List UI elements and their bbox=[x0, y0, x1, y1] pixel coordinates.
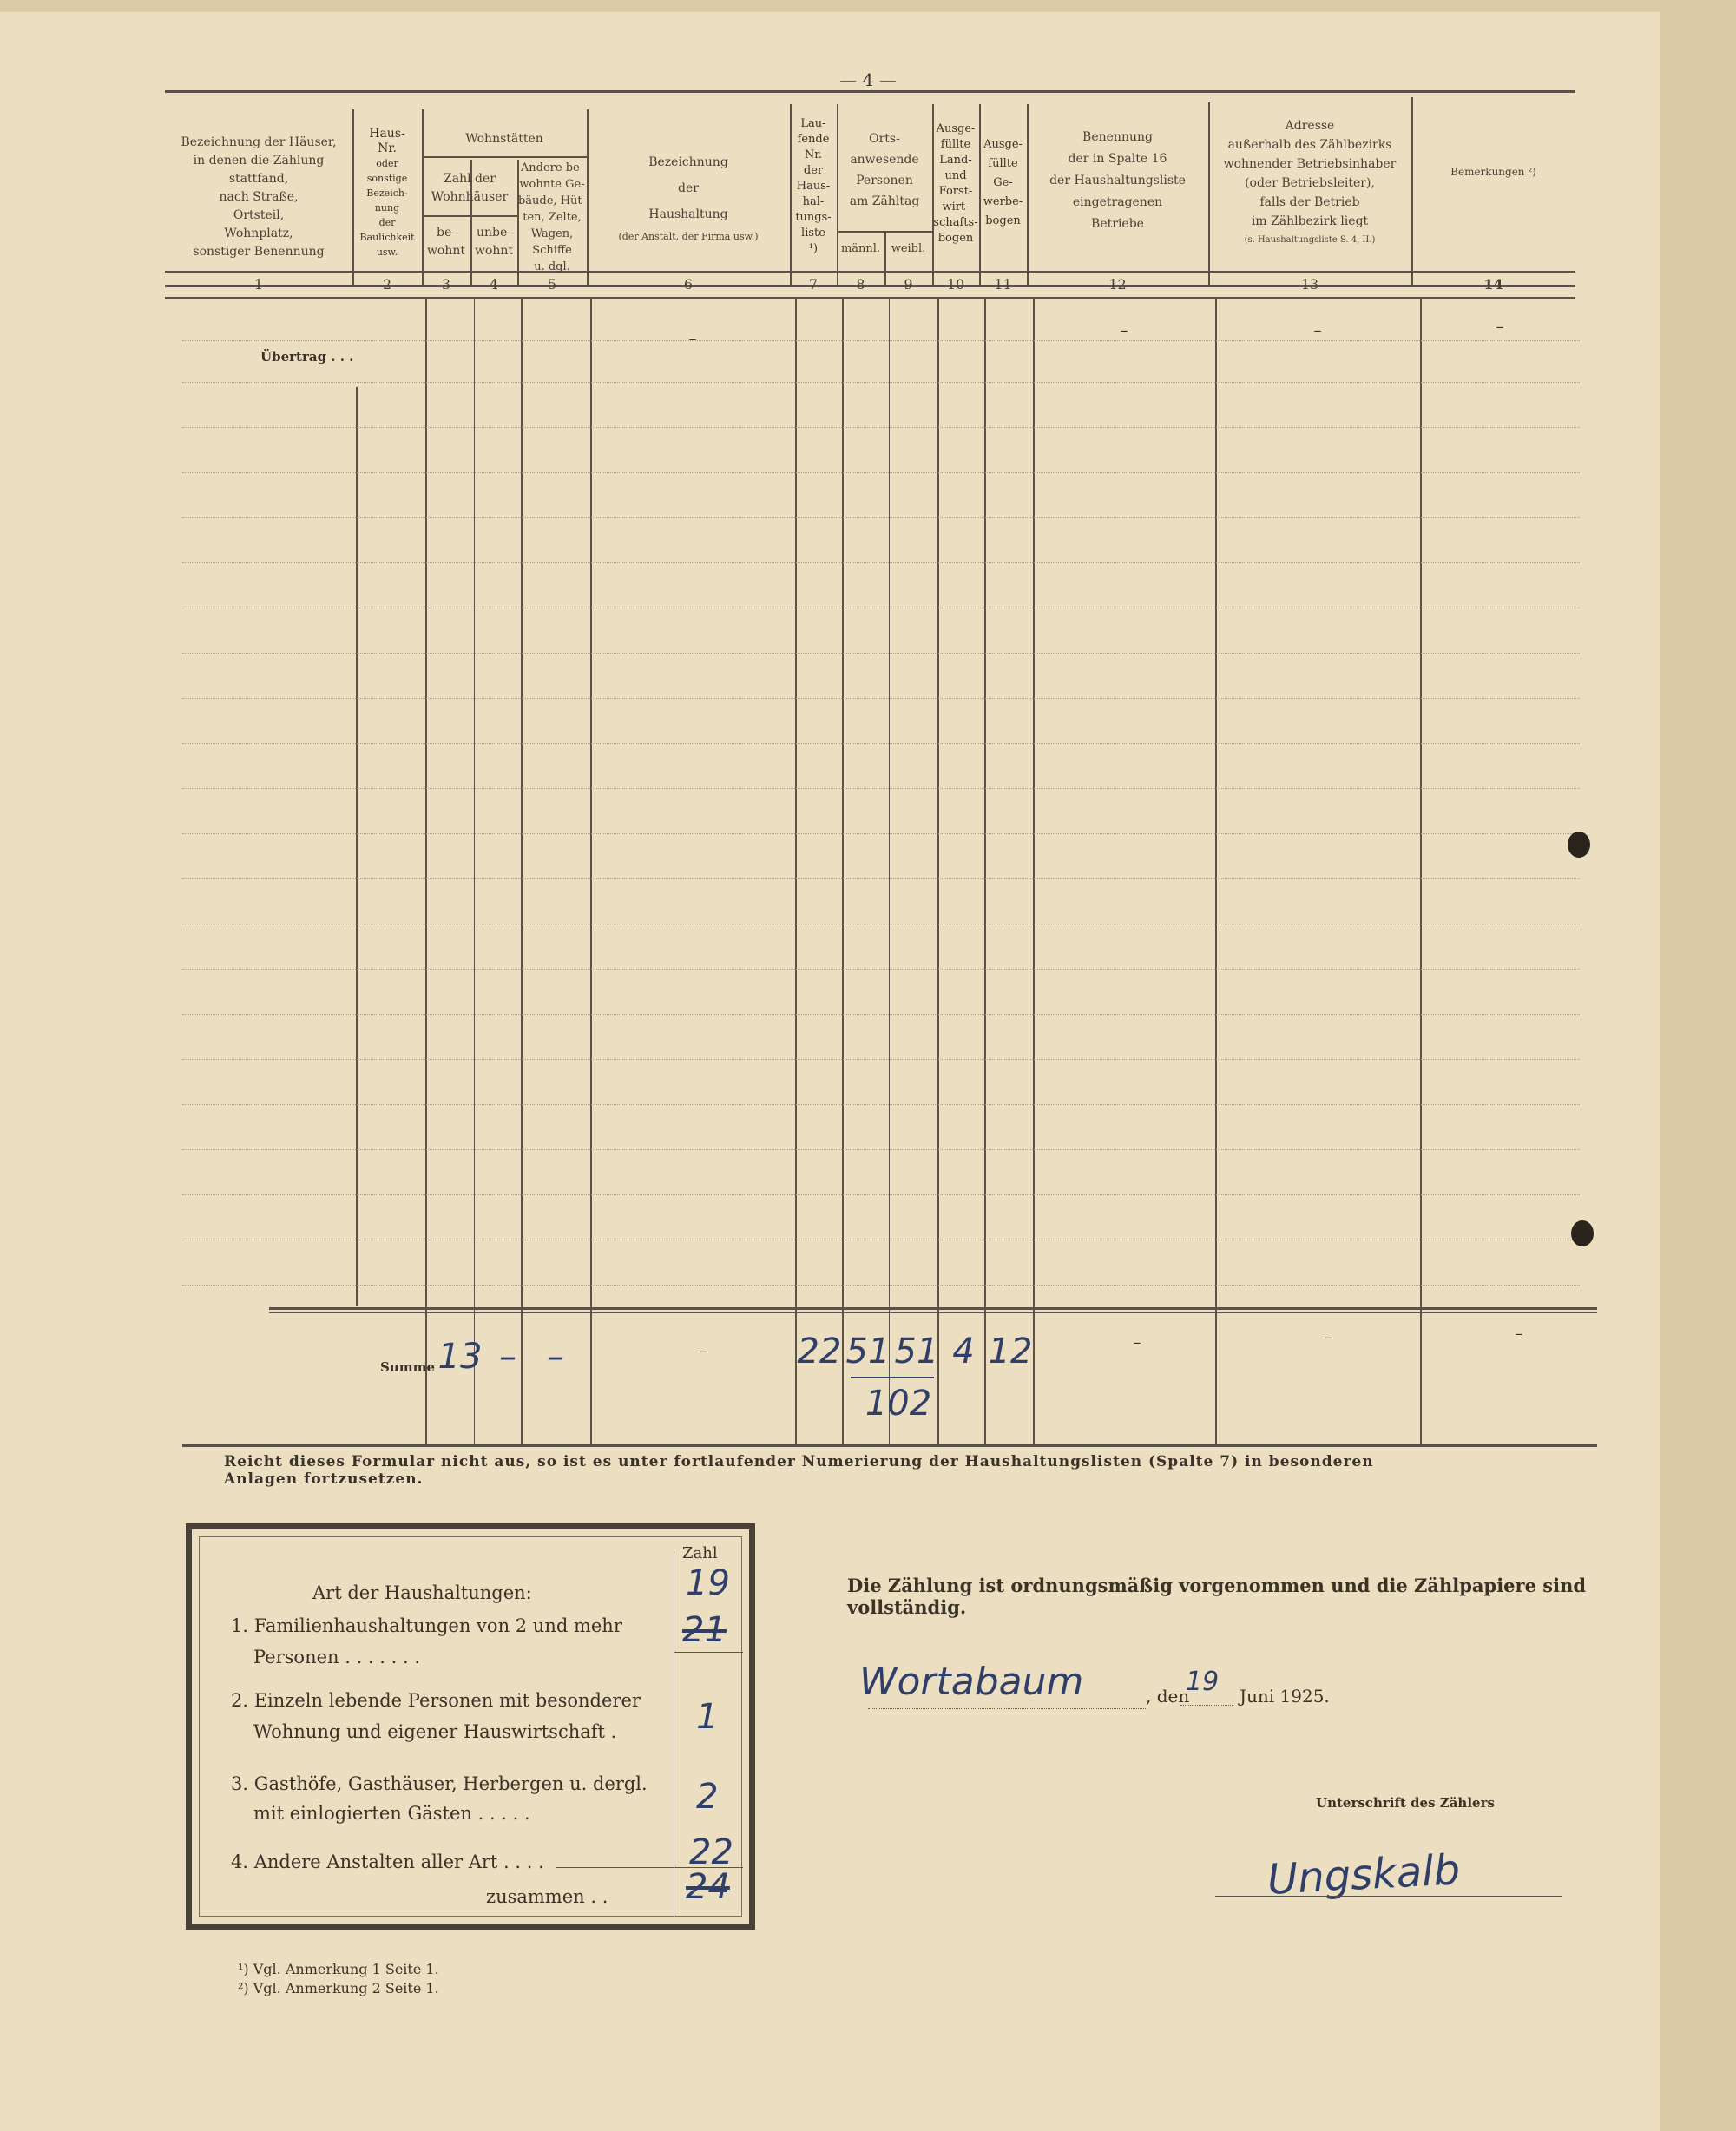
household-item-4-line1: 4. Andere Anstalten aller Art . . . . bbox=[231, 1851, 544, 1872]
header-col-1: Bezeichnung der Häuser, in denen die Zählung stattfand, nach Straße, Ortsteil, Wohnplatz, sonstiger Benennung bbox=[181, 135, 337, 259]
zahl-label: Zahl bbox=[682, 1544, 718, 1562]
date-day: 19 bbox=[1186, 1667, 1220, 1697]
header-col-4: unbe- wohnt bbox=[474, 226, 514, 258]
household-item-3-line2: mit einlogierten Gästen . . . . . bbox=[253, 1803, 530, 1824]
colnum-4: 4 bbox=[489, 276, 499, 293]
row-guide bbox=[182, 788, 1580, 789]
wohnhaeuser-rule bbox=[422, 215, 517, 217]
row-guide bbox=[182, 472, 1580, 473]
signature-line bbox=[1215, 1896, 1562, 1897]
row-guide bbox=[182, 562, 1580, 563]
table-top-rule bbox=[165, 90, 1575, 93]
colnum-5: 5 bbox=[547, 276, 557, 293]
header-col-12: Benennung der in Spalte 16 der Haushaltungsliste eingetragenen Betriebe bbox=[1049, 130, 1186, 231]
header-col-13: Adresse außerhalb des Zählbezirks wohnender Betriebsinhaber (oder Betriebsleiter), falls der Betrieb im Zählbezirk liegt (s. Haushaltungsliste S. 4, II.) bbox=[1223, 119, 1397, 245]
colnum-2: 2 bbox=[382, 276, 392, 293]
summe-col-11: 12 bbox=[988, 1332, 1033, 1371]
summe-col-3: 13 bbox=[437, 1337, 483, 1377]
summe-col-6: – bbox=[699, 1342, 707, 1360]
household-item-2-line1: 2. Einzeln lebende Personen mit besonderer bbox=[231, 1690, 641, 1711]
ortsanwesende-rule bbox=[837, 231, 932, 233]
household-item-3-value: 2 bbox=[696, 1777, 719, 1817]
household-total-struck: 24 bbox=[686, 1867, 730, 1907]
household-total-label: zusammen . . bbox=[486, 1886, 608, 1907]
summe-top-rule-thin bbox=[269, 1312, 1597, 1313]
header-col-6: Bezeichnung der Haushaltung (der Anstalt, der Firma usw.) bbox=[618, 155, 759, 242]
row-guide bbox=[182, 1149, 1580, 1150]
body-divider-3 bbox=[474, 297, 475, 1444]
punch-hole bbox=[1571, 1220, 1594, 1246]
header-col-2: Haus- Nr. oder sonstige Bezeich- nung der Baulichkeit usw. bbox=[359, 127, 415, 258]
summe-col-4: – bbox=[499, 1337, 516, 1377]
summe-col-12: – bbox=[1133, 1333, 1141, 1352]
household-item-1-line2: Personen . . . . . . . bbox=[253, 1647, 421, 1667]
row-guide bbox=[182, 698, 1580, 699]
body-top-rule bbox=[165, 297, 1575, 299]
header-col-11: Ausge- füllte Ge- werbe- bogen bbox=[983, 138, 1023, 227]
row-guide bbox=[182, 1059, 1580, 1060]
header-col-8: männl. bbox=[840, 242, 881, 255]
colnum-9: 9 bbox=[904, 276, 913, 293]
colnum-11: 11 bbox=[994, 276, 1012, 293]
row-guide bbox=[182, 653, 1580, 654]
header-col-3: be- wohnt bbox=[426, 226, 466, 258]
colnum-10: 10 bbox=[946, 276, 965, 293]
row-guide bbox=[182, 427, 1580, 428]
body-divider-8 bbox=[889, 297, 890, 1444]
summe-col-13: – bbox=[1324, 1328, 1332, 1346]
uebertrag-col-6: – bbox=[688, 330, 697, 348]
date-prefix: , den bbox=[1146, 1686, 1190, 1707]
household-box bbox=[186, 1523, 755, 1930]
body-divider-6 bbox=[795, 297, 797, 1444]
body-divider-2 bbox=[425, 297, 427, 1444]
header-col-9: weibl. bbox=[891, 242, 926, 255]
header-ortsanwesende: Orts- anwesende Personen am Zähltag bbox=[849, 132, 920, 208]
body-divider-4 bbox=[521, 297, 523, 1444]
body-divider-5 bbox=[590, 297, 592, 1444]
summe-bottom-rule bbox=[182, 1444, 1597, 1447]
summe-col-10: 4 bbox=[952, 1332, 975, 1371]
header-col-5: Andere be- wohnte Ge- bäude, Hüt- ten, Zelte, Wagen, Schiffe u. dgl. bbox=[517, 161, 587, 273]
uebertrag-col-14: – bbox=[1496, 318, 1504, 336]
household-title: Art der Haushaltungen: bbox=[312, 1582, 532, 1603]
household-item-1-value: 19 bbox=[686, 1563, 730, 1603]
summe-col-8-9-total: 102 bbox=[865, 1384, 932, 1424]
body-divider-10 bbox=[984, 297, 986, 1444]
row-guide bbox=[182, 1194, 1580, 1195]
footnote-2: ²) Vgl. Anmerkung 2 Seite 1. bbox=[238, 1980, 439, 1996]
household-item-3-line1: 3. Gasthöfe, Gasthäuser, Herbergen u. dergl. bbox=[231, 1773, 648, 1794]
header-zahl-wohnhaeuser: Zahl der Wohnhäuser bbox=[431, 172, 509, 204]
continuation-note: Reicht dieses Formular nicht aus, so ist es unter fortlaufender Numerierung der Haushaltungslisten (Spalte 7) in besonderen Anlagen fortzusetzen. bbox=[224, 1453, 1374, 1488]
wohnstaetten-rule bbox=[422, 156, 587, 158]
household-box-inner bbox=[199, 1536, 742, 1917]
box-row-rule bbox=[674, 1652, 743, 1653]
body-divider-1 bbox=[356, 387, 358, 1306]
summe-col-9: 51 bbox=[894, 1332, 939, 1371]
row-guide bbox=[182, 382, 1580, 383]
row-guide bbox=[182, 969, 1580, 970]
header-col-10: Ausge- füllte Land- und Forst- wirt- schafts- bogen bbox=[933, 122, 978, 245]
place-line bbox=[868, 1708, 1146, 1709]
punch-hole bbox=[1568, 832, 1590, 858]
summe-col-14: – bbox=[1515, 1325, 1523, 1343]
household-item-1-struck: 21 bbox=[682, 1610, 727, 1650]
summe-label: Summe bbox=[380, 1359, 436, 1375]
row-guide bbox=[182, 743, 1580, 744]
row-guide bbox=[182, 517, 1580, 518]
summe-col-7: 22 bbox=[797, 1332, 842, 1371]
body-divider-13 bbox=[1420, 297, 1422, 1444]
colnum-8: 8 bbox=[856, 276, 865, 293]
header-col-7: Lau- fende Nr. der Haus- hal- tungs- liste ¹) bbox=[795, 117, 832, 255]
page-top-edge bbox=[0, 0, 1736, 12]
row-guide bbox=[182, 1014, 1580, 1015]
header-wohnstaetten: Wohnstätten bbox=[465, 132, 543, 146]
footnote-1: ¹) Vgl. Anmerkung 1 Seite 1. bbox=[238, 1961, 439, 1977]
signature: Ungskalb bbox=[1266, 1845, 1462, 1904]
uebertrag-label: Übertrag . . . bbox=[260, 349, 354, 365]
row-guide bbox=[182, 1104, 1580, 1105]
certification-text: Die Zählung ist ordnungsmäßig vorgenommen und die Zählpapiere sind vollständig. bbox=[847, 1575, 1587, 1618]
header-rule bbox=[165, 271, 1575, 273]
household-item-2-line2: Wohnung und eigener Hauswirtschaft . bbox=[253, 1721, 617, 1742]
summe-col-5: – bbox=[547, 1337, 564, 1377]
household-item-2-value: 1 bbox=[696, 1697, 719, 1737]
date-suffix: Juni 1925. bbox=[1240, 1686, 1330, 1707]
uebertrag-col-12: – bbox=[1120, 321, 1128, 339]
row-guide bbox=[182, 340, 1580, 341]
body-divider-11 bbox=[1033, 297, 1035, 1444]
signature-label: Unterschrift des Zählers bbox=[1316, 1795, 1495, 1811]
body-divider-9 bbox=[937, 297, 939, 1444]
place-handwritten: Wortabaum bbox=[859, 1660, 1084, 1704]
body-divider-7 bbox=[842, 297, 844, 1444]
header-col-14: Bemerkungen ²) bbox=[1450, 166, 1536, 178]
summe-col-8: 51 bbox=[845, 1332, 891, 1371]
uebertrag-col-13: – bbox=[1313, 321, 1322, 339]
colnum-7: 7 bbox=[808, 276, 819, 293]
day-line bbox=[1180, 1705, 1233, 1706]
page-number: — 4 — bbox=[839, 69, 897, 90]
row-guide bbox=[182, 833, 1580, 834]
household-item-1-line1: 1. Familienhaushaltungen von 2 und mehr bbox=[231, 1615, 622, 1636]
hdr-divider-13 bbox=[1411, 97, 1413, 285]
row-guide bbox=[182, 1285, 1580, 1286]
colnum-12: 12 bbox=[1108, 276, 1127, 293]
colnum-14: 14 bbox=[1483, 276, 1503, 293]
colnum-3: 3 bbox=[441, 276, 451, 293]
household-total-value: 22 bbox=[689, 1832, 733, 1872]
colnum-13: 13 bbox=[1300, 276, 1319, 293]
colnum-6: 6 bbox=[683, 276, 694, 293]
body-divider-12 bbox=[1215, 297, 1217, 1444]
page-right-edge bbox=[1660, 0, 1736, 2131]
summe-top-rule bbox=[269, 1307, 1597, 1310]
footnotes bbox=[238, 1960, 672, 1998]
summe-total-underline bbox=[851, 1377, 934, 1378]
row-guide bbox=[182, 878, 1580, 879]
colnum-1: 1 bbox=[253, 276, 264, 293]
